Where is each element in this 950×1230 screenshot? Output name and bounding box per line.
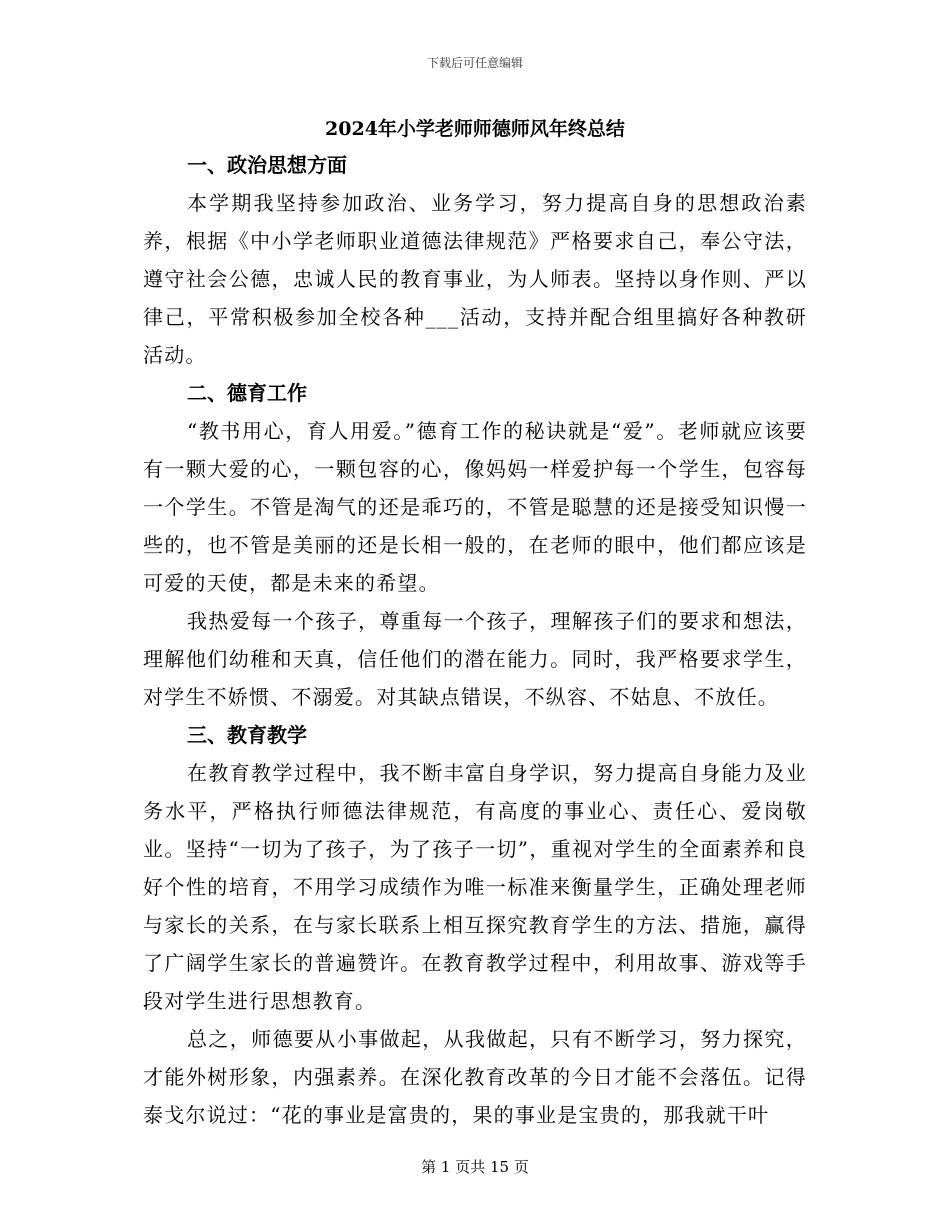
document-body — [143, 146, 807, 1134]
paragraph: “教书用心，育人用爱。”德育工作的秘诀就是“爱”。老师就应该要有一颗大爱的心，一颗包容的心，像妈妈一样爱护每一个学生，包容每一个学生。不管是淘气的还是乖巧的，不管是聪慧的还是接受知识慢一些的，也不管是美丽的还是长相一般的，在老师的眼中，他们都应该是可爱的天使，都是未来的希望。 — [143, 419, 807, 595]
section-heading-moral-education: 二、德育工作 — [187, 381, 307, 405]
paragraph: 在教育教学过程中，我不断丰富自身学识，努力提高自身能力及业务水平，严格执行师德法律规范，有高度的事业心、责任心、爱岗敬业。坚持“一切为了孩子，为了孩子一切”，重视对学生的全面素养和良好个性的培育，不用学习成绩作为唯一标准来衡量学生，正确处理老师与家长的关系，在与家长联系上相互探究教育学生的方法、措施，赢得了广阔学生家长的普遍赞许。在教育教学过程中，利用故事、游戏等手段对学生进行思想教育。 — [143, 761, 807, 1013]
paragraph: 总之，师德要从小事做起，从我做起，只有不断学习，努力探究，才能外树形象，内强素养。在深化教育改革的今日才能不会落伍。记得泰戈尔说过：“花的事业是富贵的，果的事业是宝贵的，那我就干叶 — [143, 1027, 807, 1127]
section-heading-political: 一、政治思想方面 — [187, 153, 347, 177]
paragraph: 我热爱每一个孩子，尊重每一个孩子，理解孩子们的要求和想法，理解他们幼稚和天真，信任他们的潜在能力。同时，我严格要求学生，对学生不娇惯、不溺爱。对其缺点错误，不纵容、不姑息、不放任。 — [143, 609, 807, 709]
paragraph: 本学期我坚持参加政治、业务学习，努力提高自身的思想政治素养，根据《中小学老师职业道德法律规范》严格要求自己，奉公守法，遵守社会公德，忠诚人民的教育事业，为人师表。坚持以身作则、严以律己，平常积极参加全校各种___活动，支持并配合组里搞好各种教研活动。 — [143, 191, 807, 367]
header-note: 下载后可任意编辑 — [426, 56, 523, 70]
document-title: 2024年小学老师师德师风年终总结 — [325, 118, 625, 140]
page-number: 第 1 页共 15 页 — [421, 1158, 529, 1176]
section-heading-teaching: 三、教育教学 — [187, 723, 307, 747]
